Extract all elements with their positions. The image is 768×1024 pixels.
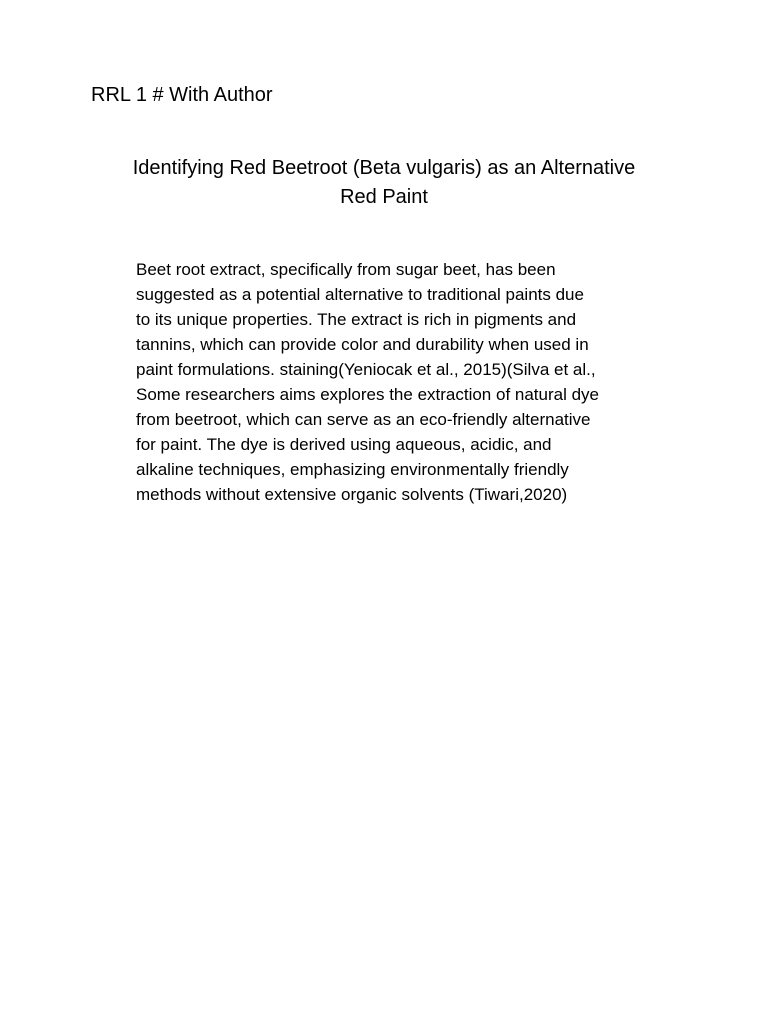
section-heading: RRL 1 # With Author	[91, 84, 273, 106]
paragraph-line: suggested as a potential alternative to traditional paints due	[136, 285, 584, 304]
title-line: Identifying Red Beetroot (Beta vulgaris) as an Alternative	[132, 157, 636, 179]
paragraph-line: from beetroot, which can serve as an eco-friendly alternative	[136, 410, 591, 429]
paragraph-line: tannins, which can provide color and durability when used in	[136, 335, 589, 354]
paragraph-line: Some researchers aims explores the extraction of natural dye	[136, 385, 600, 404]
body-paragraph	[136, 257, 599, 507]
paragraph-line: to its unique properties. The extract is rich in pigments and	[136, 310, 577, 329]
paragraph-line: paint formulations. staining(Yeniocak et al., 2015)(Silva et al.,	[136, 360, 596, 379]
title-line: Red Paint	[340, 186, 428, 208]
paragraph-line: alkaline techniques, emphasizing environmentally friendly	[136, 460, 569, 479]
document-title	[0, 154, 768, 212]
paragraph-line: Beet root extract, specifically from sugar beet, has been	[136, 260, 556, 279]
paragraph-line: methods without extensive organic solvents (Tiwari,2020)	[136, 485, 568, 504]
paragraph-line: for paint. The dye is derived using aqueous, acidic, and	[136, 435, 552, 454]
